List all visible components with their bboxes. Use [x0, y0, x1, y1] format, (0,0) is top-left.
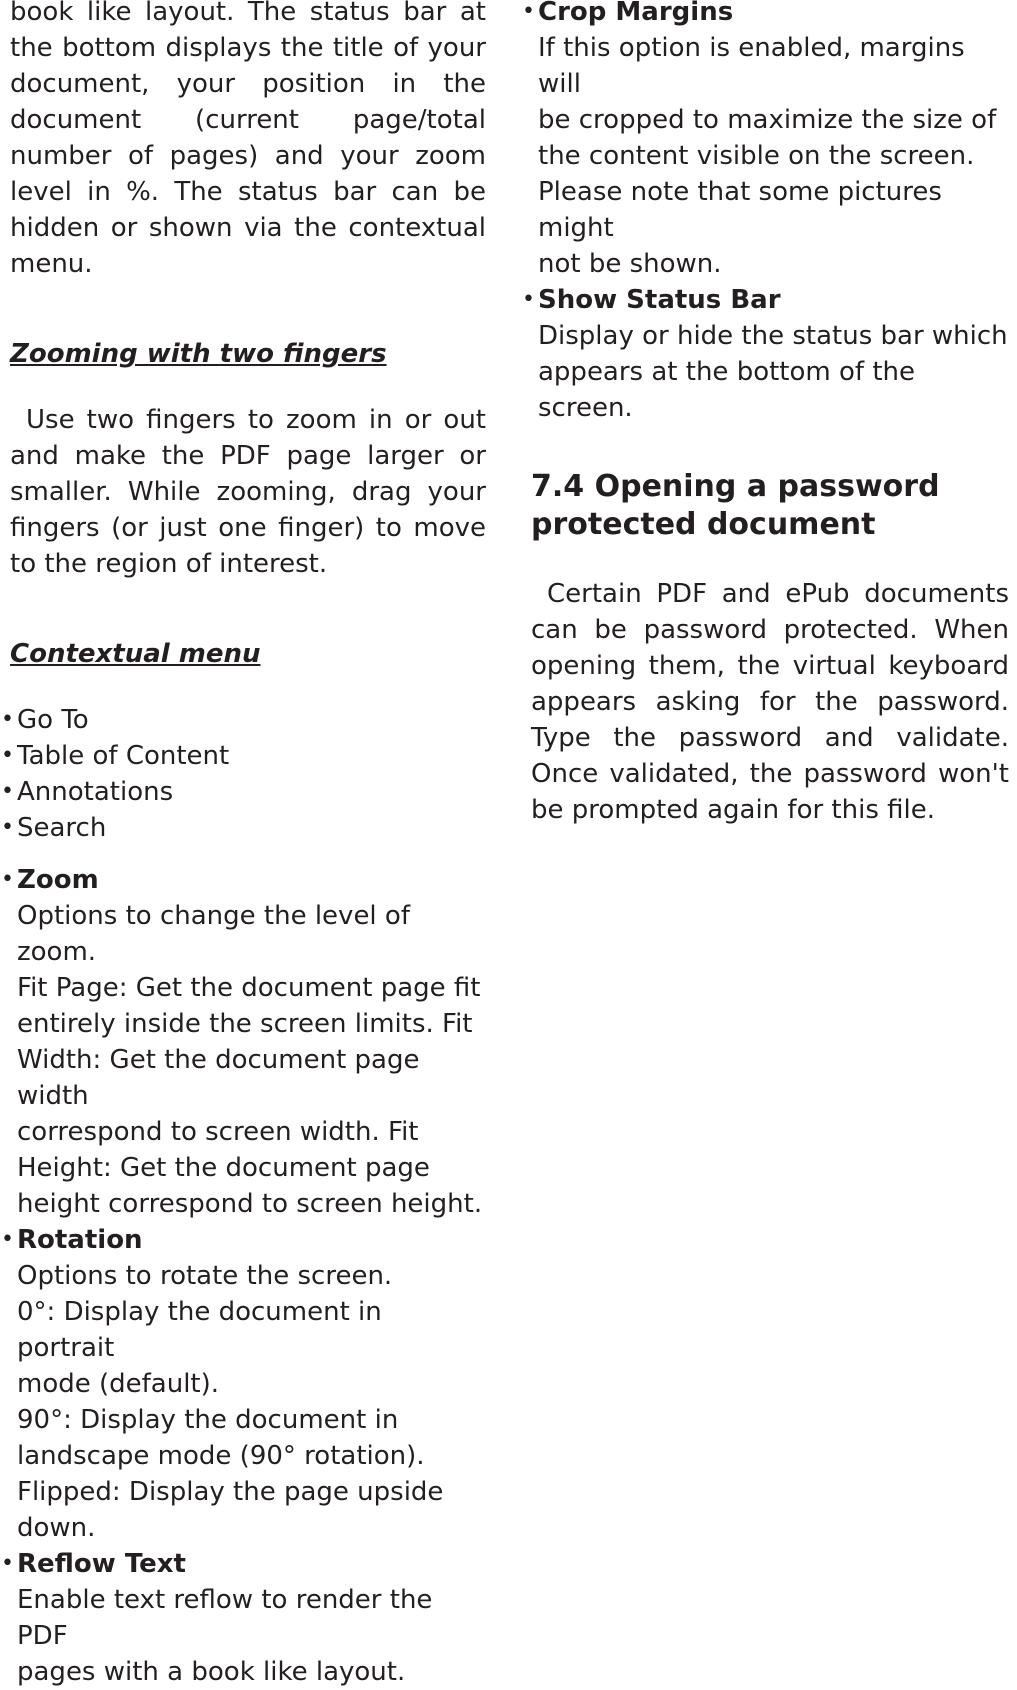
list-item-title: Zoom — [17, 865, 99, 895]
list-item-line: Fit Page: Get the document page fit — [17, 973, 481, 1003]
list-item-show-status-bar — [522, 282, 1009, 426]
list-item-line: Options to rotate the screen. — [17, 1261, 393, 1291]
list-item-line: If this option is enabled, margins will — [538, 33, 965, 99]
password-paragraph: Certain PDF and ePub documents can be password protected. When opening them, the virtual keyboard appears asking for the password. Type the password and validate. Once validated, the password won't be prompted again for this file. — [531, 579, 1009, 825]
list-item-line: 0°: Display the document in portrait — [17, 1297, 382, 1363]
contextual-menu-simple-list — [1, 702, 486, 846]
bullet-icon: • — [1, 1551, 14, 1576]
list-item — [1, 774, 486, 810]
list-item-line: Display or hide the status bar which — [538, 321, 1008, 351]
list-item-crop-margins — [522, 0, 1009, 282]
list-item-reflow-text — [1, 1546, 486, 1690]
list-item — [1, 738, 486, 774]
list-item-line: correspond to screen width. Fit — [17, 1117, 419, 1147]
list-item-title: Reflow Text — [17, 1549, 186, 1579]
list-item — [1, 702, 486, 738]
list-item-label: Table of Content — [17, 741, 230, 771]
list-item-label: Annotations — [17, 777, 174, 807]
status-bar-paragraph: book like layout. The status bar at the bottom displays the title of your document, your position in the document (current page/total number of pages) and your zoom level in %. The status bar can be hidden or shown via the contextual menu. — [10, 0, 486, 279]
bullet-icon: • — [1, 779, 14, 804]
bullet-icon: • — [1, 1227, 14, 1252]
list-item-line: Height: Get the document page — [17, 1153, 430, 1183]
list-item-line: down. — [17, 1513, 96, 1543]
section-title-line: protected document — [531, 507, 876, 542]
section-title — [531, 468, 1009, 544]
list-item-line: not be shown. — [538, 249, 722, 279]
contextual-menu-detail-list — [1, 862, 486, 1690]
zooming-paragraph: Use two fingers to zoom in or out and make the PDF page larger or smaller. While zooming, drag your fingers (or just one finger) to move to the region of interest. — [10, 405, 486, 579]
section-title-line: 7.4 Opening a password — [531, 469, 940, 504]
bullet-icon: • — [1, 707, 14, 732]
list-item-line: Enable text reflow to render the PDF — [17, 1585, 433, 1651]
list-item-title: Rotation — [17, 1225, 143, 1255]
list-item-line: Please note that some pictures might — [538, 177, 942, 243]
list-item-zoom — [1, 862, 486, 1222]
bullet-icon: • — [1, 815, 14, 840]
list-item-title: Crop Margins — [538, 0, 734, 27]
right-column — [522, 0, 1009, 828]
list-item-line: be cropped to maximize the size of — [538, 105, 997, 135]
list-item-line: entirely inside the screen limits. Fit — [17, 1009, 473, 1039]
contextual-menu-detail-list-continued — [522, 0, 1009, 426]
list-item-line: Options to change the level of zoom. — [17, 901, 410, 967]
bullet-icon: • — [1, 743, 14, 768]
list-item-label: Go To — [17, 705, 89, 735]
list-item-line: pages with a book like layout. — [17, 1657, 406, 1687]
bullet-icon: • — [522, 287, 535, 312]
bullet-icon: • — [1, 867, 14, 892]
list-item-line: height correspond to screen height. — [17, 1189, 483, 1219]
list-item-line: landscape mode (90° rotation). — [17, 1441, 425, 1471]
list-item-label: Search — [17, 813, 107, 843]
list-item-rotation — [1, 1222, 486, 1546]
list-item-line: 90°: Display the document in — [17, 1405, 399, 1435]
zooming-heading: Zooming with two fingers — [10, 339, 387, 369]
list-item-line: appears at the bottom of the screen. — [538, 357, 915, 423]
bullet-icon: • — [522, 0, 535, 24]
list-item-line: mode (default). — [17, 1369, 220, 1399]
list-item-title: Show Status Bar — [538, 285, 781, 315]
list-item-line: Flipped: Display the page upside — [17, 1477, 444, 1507]
left-column — [1, 0, 486, 1690]
list-item — [1, 810, 486, 846]
list-item-line: Width: Get the document page width — [17, 1045, 420, 1111]
list-item-line: the content visible on the screen. — [538, 141, 975, 171]
contextual-menu-heading: Contextual menu — [10, 639, 261, 669]
